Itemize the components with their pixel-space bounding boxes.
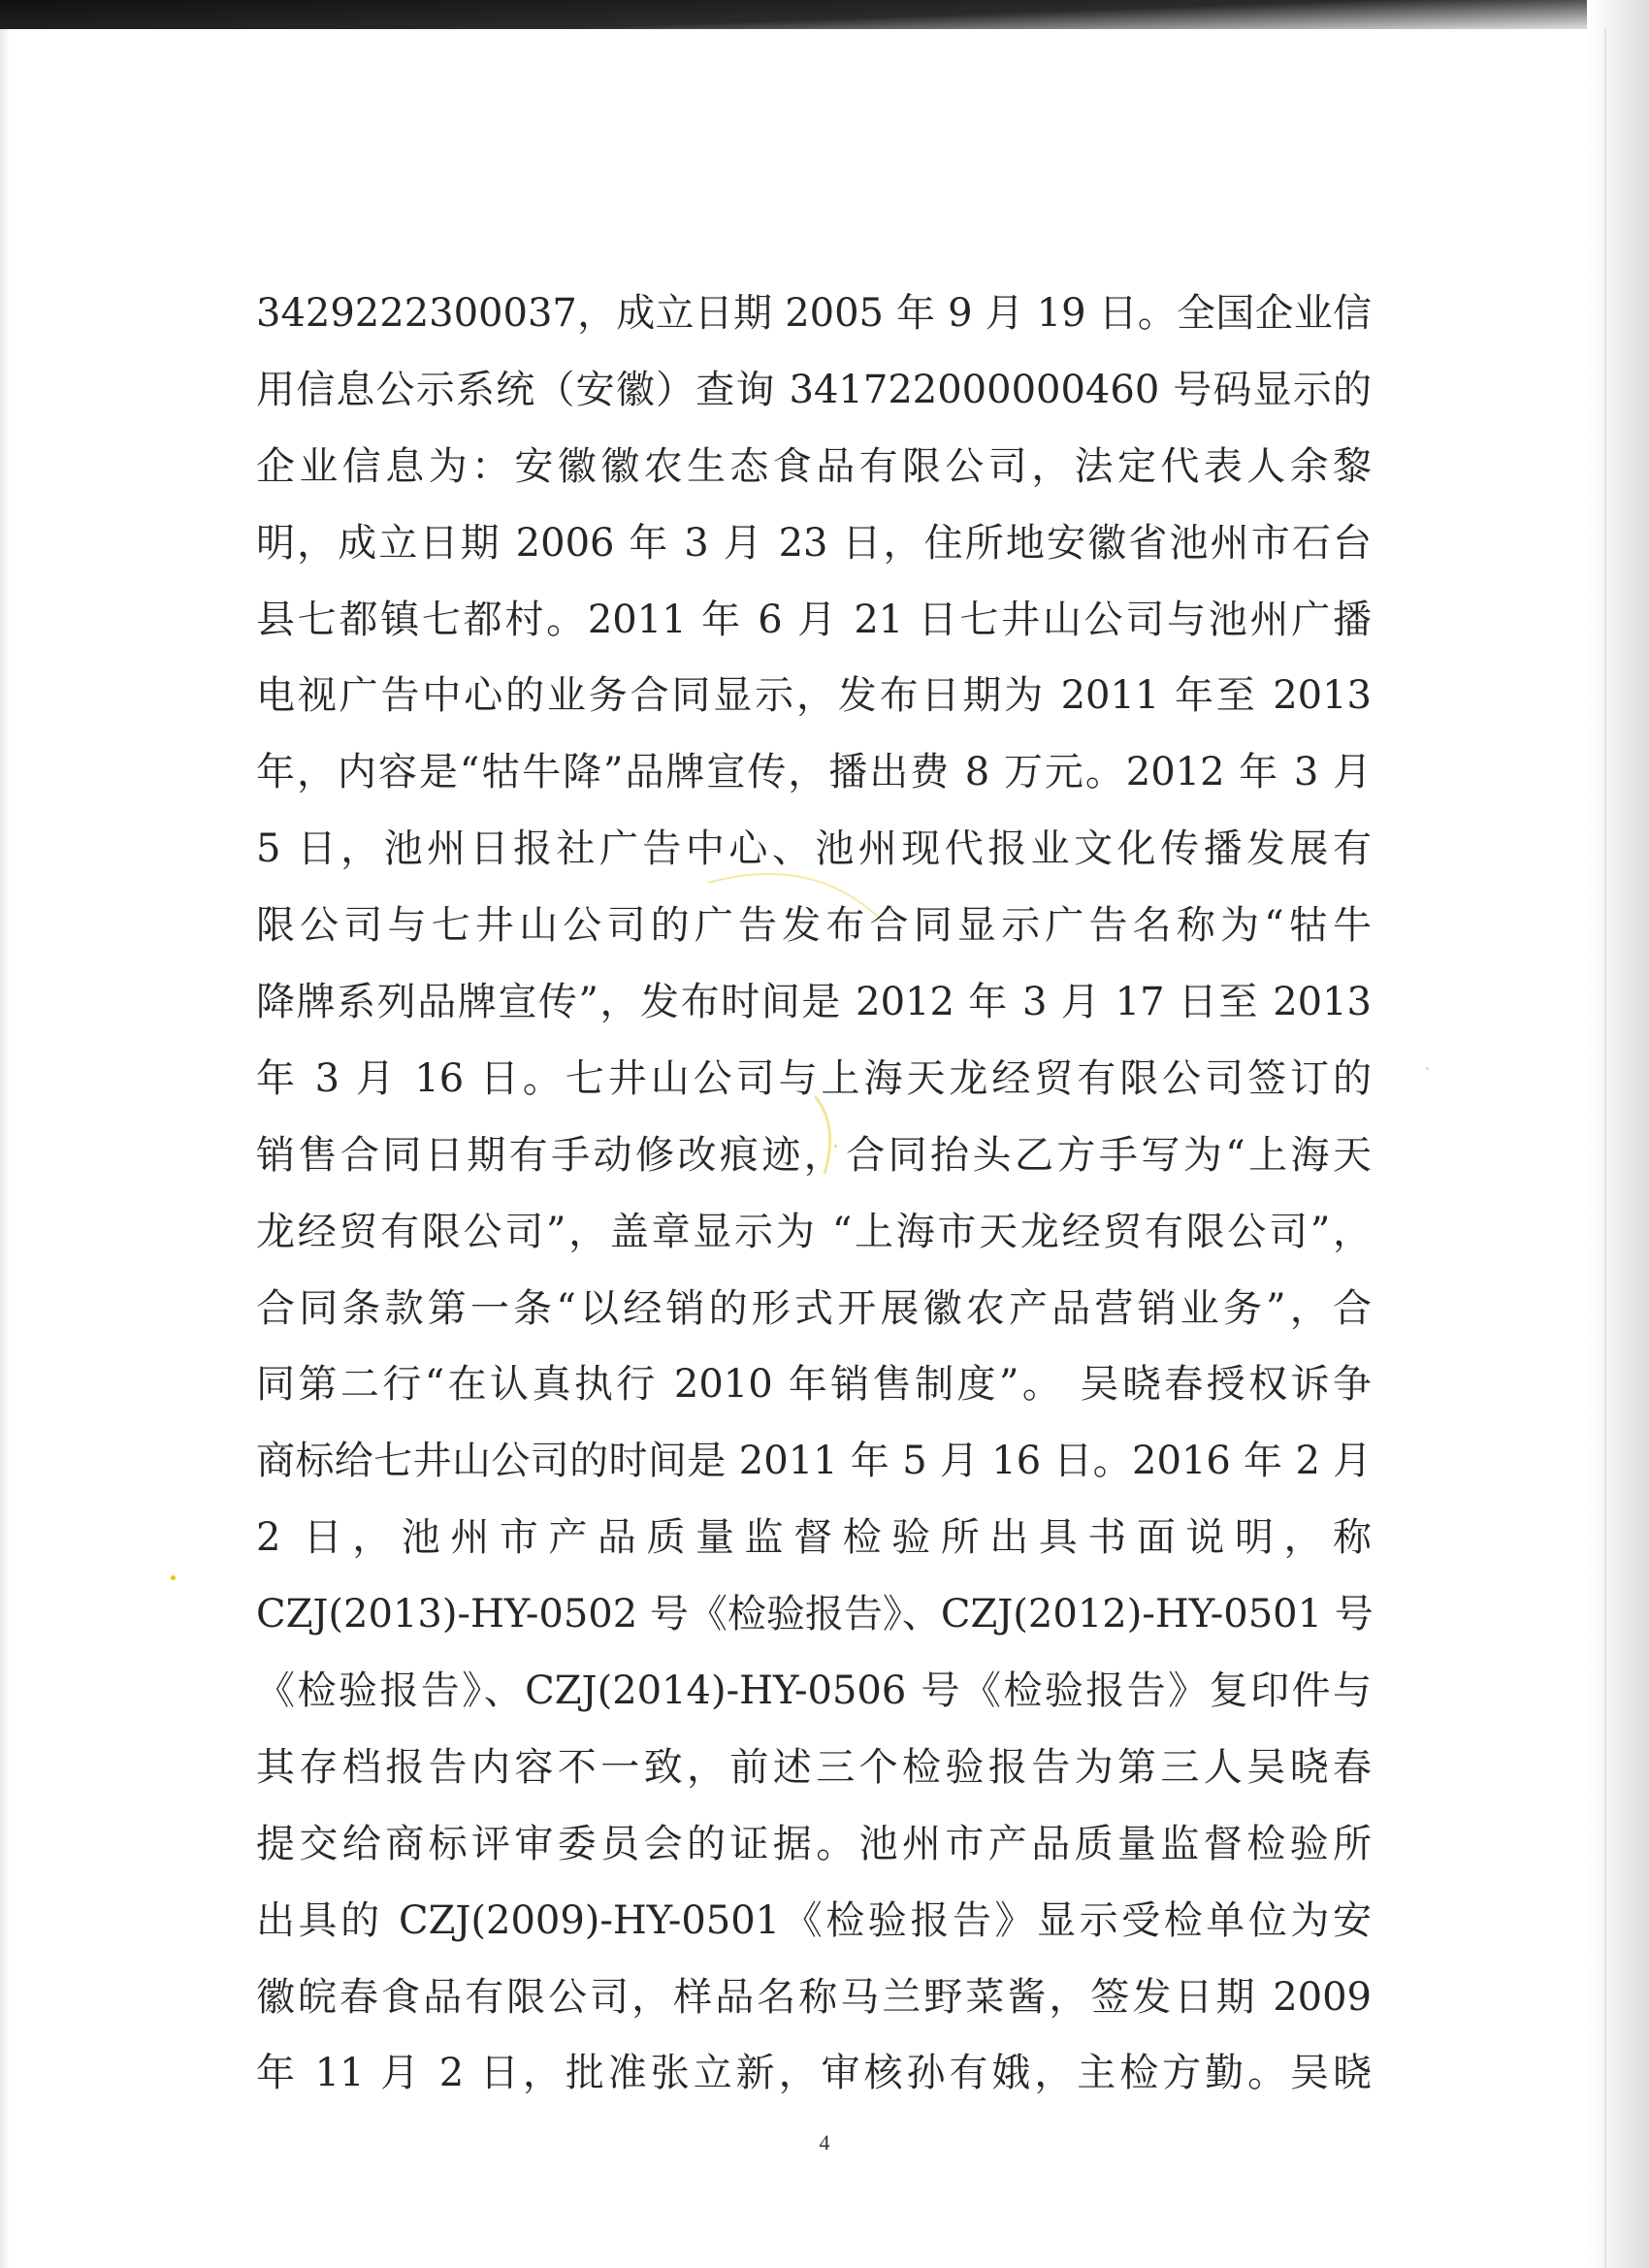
text-line: 降牌系列品牌宣传”，发布时间是 2012 年 3 月 17 日至 2013	[256, 980, 1372, 1025]
body-text	[256, 284, 1372, 2121]
text-line: 合同条款第一条“以经销的形式开展徽农产品营销业务”，合	[256, 1285, 1372, 1331]
text-line: 年 3 月 16 日。七井山公司与上海天龙经贸有限公司签订的	[256, 1055, 1372, 1101]
text-line: 电视广告中心的业务合同显示，发布日期为 2011 年至 2013	[256, 673, 1372, 719]
text-line: 用信息公示系统（安徽）查询 341722000000460 号码显示的	[256, 367, 1372, 412]
text-line: 商标给七井山公司的时间是 2011 年 5 月 16 日。2016 年 2 月	[256, 1439, 1372, 1484]
gray-speck	[1426, 1067, 1429, 1070]
text-line: 同第二行“在认真执行 2010 年销售制度”。 吴晓春授权诉争	[256, 1362, 1372, 1408]
yellow-speck	[171, 1575, 176, 1580]
text-line: 企业信息为：安徽徽农生态食品有限公司，法定代表人余黎	[256, 443, 1372, 489]
text-line: 其存档报告内容不一致，前述三个检验报告为第三人吴晓春	[256, 1744, 1372, 1790]
scan-right-edge	[1587, 0, 1649, 2268]
text-line: CZJ(2013)-HY-0502 号《检验报告》、CZJ(2012)-HY-0501 号	[256, 1592, 1374, 1637]
text-line: 年 11 月 2 日，批准张立新，审核孙有娥，主检方勤。吴晓	[256, 2051, 1372, 2096]
text-line: 县七都镇七都村。2011 年 6 月 21 日七井山公司与池州广播	[256, 597, 1372, 642]
text-line: 出具的 CZJ(2009)-HY-0501《检验报告》显示受检单位为安	[256, 1897, 1372, 1943]
text-line: 年，内容是“牯牛降”品牌宣传，播出费 8 万元。2012 年 3 月	[256, 750, 1372, 795]
scan-left-edge	[0, 0, 10, 2268]
page-number: 4	[819, 2130, 830, 2155]
text-line: 5 日，池州日报社广告中心、池州现代报业文化传播发展有	[256, 826, 1372, 872]
text-line: 销售合同日期有手动修改痕迹，合同抬头乙方手写为“上海天	[256, 1132, 1372, 1178]
text-line: 限公司与七井山公司的广告发布合同显示广告名称为“牯牛	[256, 903, 1372, 949]
text-line: 徽皖春食品有限公司，样品名称马兰野菜酱，签发日期 2009	[256, 1974, 1372, 2020]
scan-top-edge	[0, 0, 1649, 29]
text-line: 提交给商标评审委员会的证据。池州市产品质量监督检验所	[256, 1821, 1372, 1866]
text-line: 龙经贸有限公司”，盖章显示为 “上海市天龙经贸有限公司”，	[256, 1209, 1372, 1254]
text-line: 《检验报告》、CZJ(2014)-HY-0506 号《检验报告》复印件与	[256, 1669, 1372, 1714]
text-line: 2 日，池州市产品质量监督检验所出具书面说明，称	[256, 1515, 1372, 1561]
text-line: 明，成立日期 2006 年 3 月 23 日，住所地安徽省池州市石台	[256, 520, 1372, 566]
text-line: 3429222300037，成立日期 2005 年 9 月 19 日。全国企业信	[256, 291, 1372, 336]
